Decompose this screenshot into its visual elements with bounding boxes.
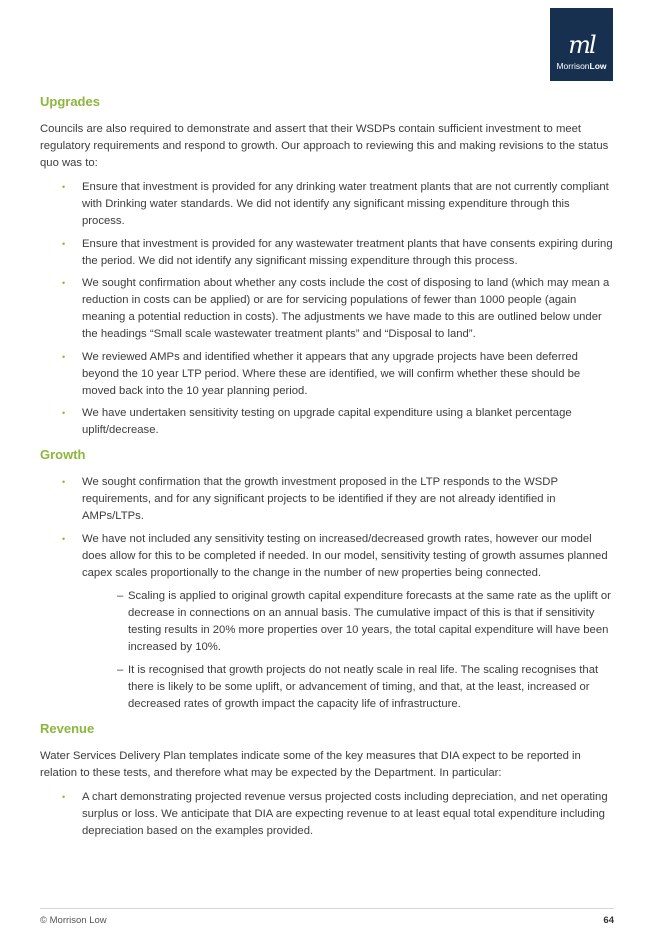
bullet-icon: • [62, 408, 66, 418]
list-item-text: We reviewed AMPs and identified whether it appears that any upgrade projects have been deferred beyond the 10 year LTP period. Where these are identified, we will confirm whether these should be moved back into the 10 year planning period. [82, 350, 581, 397]
list-item-text: We sought confirmation about whether any costs include the cost of disposing to land (which may mean a reduction in costs can be applied) or are for servicing populations of fewer than 1000 people (again meaning a potential reduction in costs). The adjustments we have made to this are outlined below under the headings “Small scale wastewater treatment plants” and “Disposal to land”. [82, 277, 610, 340]
bullet-icon: • [62, 477, 66, 487]
list-item [40, 179, 614, 230]
dash-icon: – [117, 589, 124, 602]
list-item-text: Ensure that investment is provided for any wastewater treatment plants that have consents expiring during the period. We did not identify any significant missing expenditure through this process. [82, 237, 613, 267]
bullet-icon: • [62, 182, 66, 192]
upgrades-heading: Upgrades [40, 94, 100, 109]
upgrades-intro: Councils are also required to demonstrate and assert that their WSDPs contain sufficient investment to meet regulatory requirements and respond to growth. Our approach to reviewing this and making revisions to the status quo was to: [40, 123, 609, 169]
sub-list-item [82, 662, 614, 713]
growth-sub-list [82, 588, 614, 713]
list-item-text: Ensure that investment is provided for any drinking water treatment plants that are not currently compliant with Drinking water standards. We did not identify any significant missing expenditure through this process. [82, 181, 609, 227]
list-item [40, 531, 614, 713]
list-item-text: A chart demonstrating projected revenue versus projected costs including depreciation, and net operating surplus or loss. We anticipate that DIA are expecting revenue to at least equal total expenditure including depreciation based on the examples provided. [82, 790, 608, 837]
bullet-icon: • [62, 791, 66, 802]
list-item [40, 405, 614, 439]
sub-list-item [82, 588, 614, 656]
sub-list-item-text: It is recognised that growth projects do not neatly scale in real life. The scaling recognises that there is likely to be some uplift, or advancement of timing, and that, at the least, increased or decreased rates of growth impact the capacity life of infrastructure. [128, 663, 599, 710]
sub-list-item-text: Scaling is applied to original growth capital expenditure forecasts at the same rate as the uplift or decrease in connections on an annual basis. The cumulative impact of this is that if sensitivity testing results in 20% more properties over 10 years, the total capital expenditure will have been increased by 10%. [128, 589, 611, 653]
bullet-icon: • [62, 278, 66, 288]
list-item-text: We sought confirmation that the growth investment proposed in the LTP responds to the WSDP requirements, and for any significant projects to be identified if they are not already identified in AMPs/LTPs. [82, 476, 558, 522]
logo-text-regular: Morrison [556, 61, 590, 71]
logo-text-bold: Low [589, 61, 607, 71]
list-item [40, 236, 614, 270]
bullet-icon: • [62, 238, 66, 249]
list-item [40, 789, 614, 840]
list-item-text: We have undertaken sensitivity testing on upgrade capital expenditure using a blanket percentage uplift/decrease. [82, 407, 572, 436]
bullet-icon: • [62, 351, 66, 362]
list-item-text: We have not included any sensitivity testing on increased/decreased growth rates, however our model does allow for this to be completed if needed. In our model, sensitivity testing of growth assumes planned capex scales proportionally to the change in the number of new properties being connected. [82, 532, 608, 579]
logo-wordmark [550, 60, 613, 72]
footer-copyright: © Morrison Low [40, 915, 107, 926]
footer-divider [40, 908, 614, 909]
morrison-low-logo [550, 8, 613, 81]
growth-heading: Growth [40, 447, 86, 462]
bullet-icon: • [62, 533, 66, 544]
dash-icon: – [117, 663, 124, 676]
revenue-bullet-list [40, 789, 614, 840]
revenue-intro: Water Services Delivery Plan templates indicate some of the key measures that DIA expect to be reported in relation to these tests, and therefore what may be expected by the Department. In particular: [40, 749, 581, 779]
document-body [40, 93, 614, 847]
revenue-heading: Revenue [40, 720, 95, 736]
list-item [40, 349, 614, 400]
upgrades-bullet-list [40, 179, 614, 439]
logo-mark: ml [568, 31, 595, 59]
page-number: 64 [603, 915, 614, 926]
list-item [40, 474, 614, 525]
list-item [40, 275, 614, 343]
growth-bullet-list [40, 474, 614, 713]
